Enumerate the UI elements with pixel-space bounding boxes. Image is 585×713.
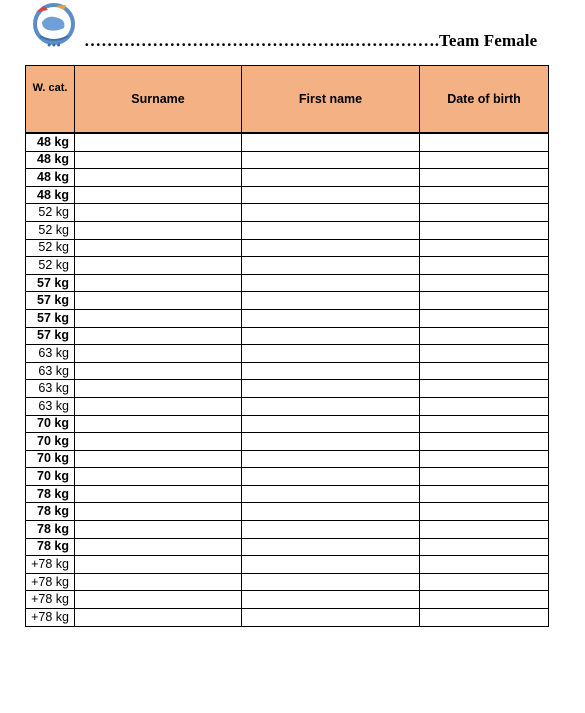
surname-cell[interactable] (75, 274, 242, 292)
table-row (26, 397, 549, 415)
first-name-cell[interactable] (242, 503, 420, 521)
date-of-birth-cell[interactable] (420, 309, 549, 327)
weight-category-cell: 63 kg (26, 345, 75, 363)
table-row (26, 151, 549, 169)
surname-cell[interactable] (75, 151, 242, 169)
svg-text:● ● ●: ● ● ● (47, 42, 61, 47)
surname-cell[interactable] (75, 257, 242, 275)
table-row (26, 186, 549, 204)
date-of-birth-cell[interactable] (420, 450, 549, 468)
date-of-birth-cell[interactable] (420, 221, 549, 239)
surname-cell[interactable] (75, 503, 242, 521)
surname-cell[interactable] (75, 221, 242, 239)
date-of-birth-cell[interactable] (420, 169, 549, 187)
table-row (26, 257, 549, 275)
surname-cell[interactable] (75, 538, 242, 556)
surname-cell[interactable] (75, 556, 242, 574)
weight-category-cell: 63 kg (26, 380, 75, 398)
table-header-row (26, 66, 549, 134)
date-of-birth-cell[interactable] (420, 609, 549, 627)
surname-cell[interactable] (75, 521, 242, 539)
surname-cell[interactable] (75, 380, 242, 398)
date-of-birth-cell[interactable] (420, 556, 549, 574)
weight-category-cell: 70 kg (26, 450, 75, 468)
table-row (26, 591, 549, 609)
first-name-cell[interactable] (242, 309, 420, 327)
first-name-cell[interactable] (242, 521, 420, 539)
weight-category-cell: 63 kg (26, 397, 75, 415)
table-row (26, 468, 549, 486)
date-of-birth-cell[interactable] (420, 133, 549, 151)
table-row (26, 380, 549, 398)
first-name-cell[interactable] (242, 327, 420, 345)
date-of-birth-cell[interactable] (420, 239, 549, 257)
surname-cell[interactable] (75, 468, 242, 486)
weight-category-cell: 63 kg (26, 362, 75, 380)
surname-cell[interactable] (75, 450, 242, 468)
table-row (26, 450, 549, 468)
weight-category-cell: 78 kg (26, 485, 75, 503)
weight-category-cell: 48 kg (26, 169, 75, 187)
association-logo-icon (26, 2, 82, 50)
weight-category-cell: 48 kg (26, 151, 75, 169)
date-of-birth-cell[interactable] (420, 362, 549, 380)
weight-category-cell: +78 kg (26, 556, 75, 574)
surname-cell[interactable] (75, 204, 242, 222)
date-of-birth-cell[interactable] (420, 274, 549, 292)
first-name-cell[interactable] (242, 433, 420, 451)
surname-cell[interactable] (75, 169, 242, 187)
weight-category-cell: 57 kg (26, 327, 75, 345)
surname-cell[interactable] (75, 239, 242, 257)
table-row (26, 573, 549, 591)
date-of-birth-cell[interactable] (420, 292, 549, 310)
table-row (26, 556, 549, 574)
first-name-cell[interactable] (242, 397, 420, 415)
first-name-cell[interactable] (242, 345, 420, 363)
weight-category-cell: +78 kg (26, 573, 75, 591)
column-date-of-birth: Date of birth (420, 66, 549, 134)
weight-category-cell: 52 kg (26, 239, 75, 257)
date-of-birth-cell[interactable] (420, 468, 549, 486)
table-row (26, 327, 549, 345)
table-row (26, 362, 549, 380)
table-row (26, 169, 549, 187)
table-row (26, 485, 549, 503)
registration-table (25, 65, 549, 627)
table-row (26, 239, 549, 257)
surname-cell[interactable] (75, 591, 242, 609)
surname-cell[interactable] (75, 186, 242, 204)
date-of-birth-cell[interactable] (420, 485, 549, 503)
team-title: ………………………………………..…………….Team Female (84, 31, 538, 50)
weight-category-cell: 78 kg (26, 538, 75, 556)
date-of-birth-cell[interactable] (420, 327, 549, 345)
first-name-cell[interactable] (242, 133, 420, 151)
table-row (26, 538, 549, 556)
date-of-birth-cell[interactable] (420, 415, 549, 433)
weight-category-cell: 48 kg (26, 133, 75, 151)
surname-cell[interactable] (75, 573, 242, 591)
table-row (26, 345, 549, 363)
weight-category-cell: 52 kg (26, 221, 75, 239)
table-row (26, 503, 549, 521)
weight-category-cell: 57 kg (26, 274, 75, 292)
surname-cell[interactable] (75, 485, 242, 503)
date-of-birth-cell[interactable] (420, 186, 549, 204)
surname-cell[interactable] (75, 415, 242, 433)
first-name-cell[interactable] (242, 362, 420, 380)
table-row (26, 309, 549, 327)
first-name-cell[interactable] (242, 186, 420, 204)
first-name-cell[interactable] (242, 468, 420, 486)
surname-cell[interactable] (75, 397, 242, 415)
table-row (26, 274, 549, 292)
weight-category-cell: 78 kg (26, 521, 75, 539)
table-row (26, 415, 549, 433)
date-of-birth-cell[interactable] (420, 204, 549, 222)
first-name-cell[interactable] (242, 556, 420, 574)
weight-category-cell: 57 kg (26, 309, 75, 327)
first-name-cell[interactable] (242, 609, 420, 627)
weight-category-cell: +78 kg (26, 591, 75, 609)
date-of-birth-cell[interactable] (420, 591, 549, 609)
surname-cell[interactable] (75, 609, 242, 627)
first-name-cell[interactable] (242, 450, 420, 468)
surname-cell[interactable] (75, 345, 242, 363)
table-row (26, 221, 549, 239)
table-row (26, 609, 549, 627)
surname-cell[interactable] (75, 327, 242, 345)
table-row (26, 292, 549, 310)
table-row (26, 133, 549, 151)
date-of-birth-cell[interactable] (420, 538, 549, 556)
first-name-cell[interactable] (242, 274, 420, 292)
weight-category-cell: 70 kg (26, 433, 75, 451)
first-name-cell[interactable] (242, 538, 420, 556)
date-of-birth-cell[interactable] (420, 573, 549, 591)
date-of-birth-cell[interactable] (420, 257, 549, 275)
weight-category-cell: 57 kg (26, 292, 75, 310)
date-of-birth-cell[interactable] (420, 151, 549, 169)
column-first-name: First name (242, 66, 420, 134)
first-name-cell[interactable] (242, 485, 420, 503)
first-name-cell[interactable] (242, 591, 420, 609)
weight-category-cell: 48 kg (26, 186, 75, 204)
first-name-cell[interactable] (242, 169, 420, 187)
weight-category-cell: 52 kg (26, 257, 75, 275)
surname-cell[interactable] (75, 133, 242, 151)
weight-category-cell: +78 kg (26, 609, 75, 627)
first-name-cell[interactable] (242, 380, 420, 398)
date-of-birth-cell[interactable] (420, 433, 549, 451)
surname-cell[interactable] (75, 362, 242, 380)
weight-category-cell: 70 kg (26, 468, 75, 486)
surname-cell[interactable] (75, 292, 242, 310)
first-name-cell[interactable] (242, 573, 420, 591)
first-name-cell[interactable] (242, 221, 420, 239)
weight-category-cell: 78 kg (26, 503, 75, 521)
date-of-birth-cell[interactable] (420, 380, 549, 398)
table-row (26, 433, 549, 451)
first-name-cell[interactable] (242, 292, 420, 310)
date-of-birth-cell[interactable] (420, 503, 549, 521)
weight-category-cell: 52 kg (26, 204, 75, 222)
first-name-cell[interactable] (242, 151, 420, 169)
first-name-cell[interactable] (242, 239, 420, 257)
date-of-birth-cell[interactable] (420, 345, 549, 363)
first-name-cell[interactable] (242, 204, 420, 222)
table-row (26, 521, 549, 539)
surname-cell[interactable] (75, 433, 242, 451)
surname-cell[interactable] (75, 309, 242, 327)
first-name-cell[interactable] (242, 415, 420, 433)
column-weight-category: W. cat. (26, 66, 75, 134)
date-of-birth-cell[interactable] (420, 397, 549, 415)
weight-category-cell: 70 kg (26, 415, 75, 433)
first-name-cell[interactable] (242, 257, 420, 275)
date-of-birth-cell[interactable] (420, 521, 549, 539)
column-surname: Surname (75, 66, 242, 134)
table-row (26, 204, 549, 222)
